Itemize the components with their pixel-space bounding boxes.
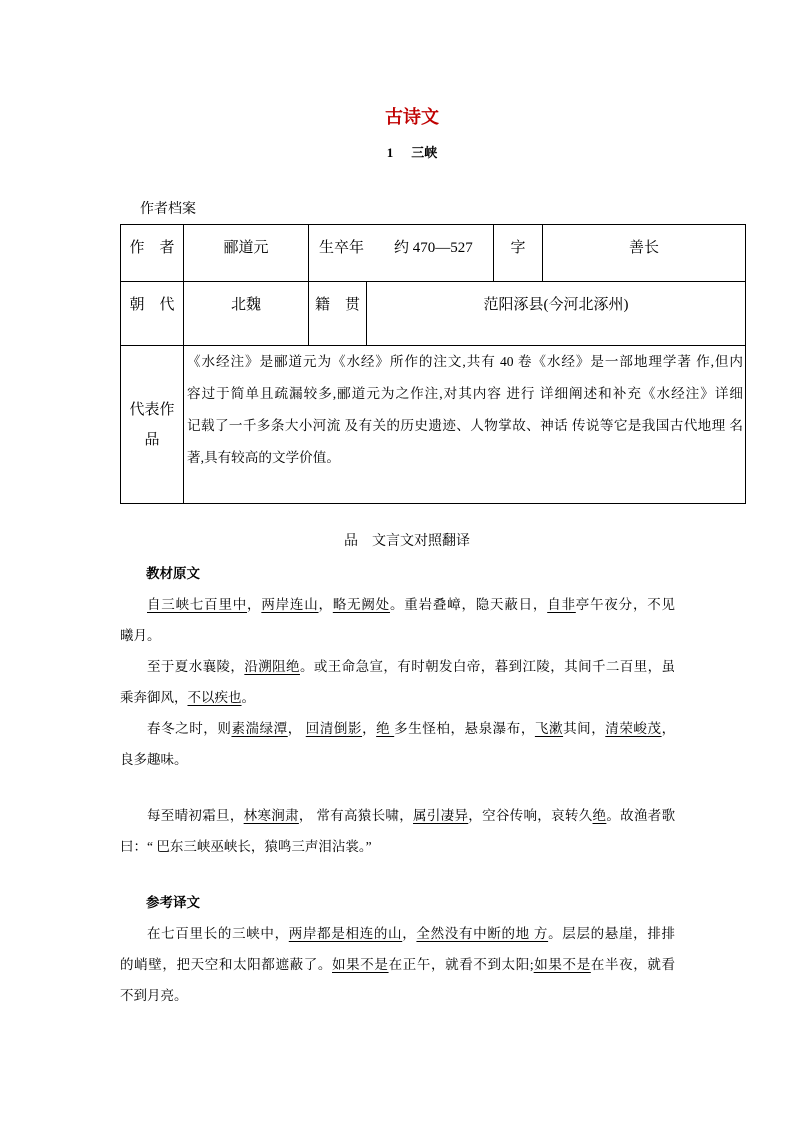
text-segment: 的峭壁，把天空和太阳都遮蔽了。: [120, 957, 333, 972]
text-body: [120, 558, 675, 1011]
original-text: [120, 589, 675, 862]
lesson-heading: [120, 143, 704, 163]
representative-works-label: 代表作品: [121, 346, 184, 504]
text-segment: 。重岩叠嶂，隐天蔽日，: [389, 597, 548, 612]
text-segment: 至于夏水襄陵，: [147, 659, 245, 674]
text-segment: 。层层的悬崖，排排: [548, 926, 676, 941]
underlined-phrase: 略无阙处: [332, 597, 390, 612]
works-description-line: 容过于简单且疏漏较多,郦道元为之作注,对其内容 进行 详细阐述和补充《水经注》详细: [187, 386, 743, 401]
text-segment: 亭午夜分，不见: [575, 597, 676, 612]
native-place-label: 籍 贯: [309, 282, 367, 346]
text-segment: 。故渔者歌: [606, 808, 676, 823]
translation-heading: 参考译文: [146, 895, 200, 910]
table-row: [121, 282, 746, 346]
text-line: [120, 918, 675, 949]
text-line: [120, 744, 675, 775]
works-description-line: 《水经注》是郦道元为《水经》所作的注文,共有 40 卷《水经》是一部地理学著 作,但内: [187, 354, 743, 369]
works-description: [187, 346, 743, 474]
text-segment: ，: [318, 597, 333, 612]
text-segment: 不到月亮。: [120, 988, 188, 1003]
text-line: [120, 949, 675, 980]
underlined-phrase: 两岸连山: [261, 597, 319, 612]
text-segment: 曰：“ 巴东三峡巫峡长，猿鸣三声泪沾裳。”: [120, 839, 372, 854]
underlined-phrase: 如果不是: [332, 957, 389, 972]
translation-text: [120, 918, 675, 1011]
text-segment: 在正午，就看不到太阳;: [388, 957, 534, 972]
text-segment: ，: [247, 597, 262, 612]
text-segment: 。: [241, 690, 255, 705]
section-heading: 品 文言文对照翻译: [344, 534, 470, 549]
underlined-phrase: 全然没有中断的地 方: [416, 926, 549, 941]
courtesy-name: 善长: [543, 225, 746, 282]
underlined-phrase: 绝: [376, 721, 395, 736]
lifespan-label: 生卒年: [319, 240, 365, 256]
underlined-phrase: 沿溯阻绝: [244, 659, 300, 674]
underlined-phrase: 自三峡七百里中: [147, 597, 248, 612]
text-segment: 春冬之时，则: [147, 721, 232, 736]
text-segment: 良多趣味。: [120, 752, 188, 767]
text-segment: 在七百里长的三峡中，: [147, 926, 289, 941]
lesson-name: 三峡: [411, 145, 438, 160]
underlined-phrase: 清荣峻茂: [605, 721, 662, 736]
works-description-line: 著,具有较高的文学价值。: [187, 450, 340, 465]
underlined-phrase: 两岸都是相连的山: [288, 926, 403, 941]
lifespan-cell: [309, 225, 494, 282]
text-segment: ，: [362, 721, 377, 736]
text-line: [120, 980, 675, 1011]
text-segment: ，空谷传响，哀转久: [468, 808, 593, 823]
text-line: [120, 713, 675, 744]
courtesy-name-label: 字: [494, 225, 543, 282]
original-text-heading: 教材原文: [146, 566, 200, 581]
text-segment: 多生怪柏，悬泉瀑布，: [394, 721, 535, 736]
text-segment: 每至晴初霜旦，: [147, 808, 244, 823]
text-line: [120, 800, 675, 831]
table-row: [121, 225, 746, 282]
text-segment: ， 常有高猿长啸，: [298, 808, 414, 823]
author-profile-heading: 作者档案: [140, 202, 196, 217]
dynasty-value: 北魏: [184, 282, 309, 346]
paragraph: [120, 713, 675, 775]
lesson-number: 1: [386, 145, 394, 160]
text-segment: ，: [287, 721, 306, 736]
underlined-phrase: 如果不是: [533, 957, 591, 972]
underlined-phrase: 不以疾也: [187, 690, 242, 705]
text-line: [120, 651, 675, 682]
text-segment: ，: [661, 721, 676, 736]
underlined-phrase: 回清倒影: [305, 721, 363, 736]
text-segment: 其间，: [563, 721, 606, 736]
underlined-phrase: 林寒涧肃: [243, 808, 299, 823]
dynasty-label: 朝 代: [121, 282, 184, 346]
paragraph: [120, 800, 675, 862]
paragraph: [120, 918, 675, 1011]
author-name: 郦道元: [184, 225, 309, 282]
author-profile-table: [120, 224, 746, 504]
underlined-phrase: 飞漱: [534, 721, 564, 736]
text-line: [120, 682, 675, 713]
text-segment: ，: [402, 926, 417, 941]
paragraph: [120, 651, 675, 713]
page-title: 古诗文: [385, 107, 439, 127]
text-segment: 。或王命急宣，有时朝发白帝，暮到江陵，其间千二百里，虽: [299, 659, 676, 674]
underlined-phrase: 素湍绿潭: [231, 721, 288, 736]
text-segment: 乘奔御风，: [120, 690, 188, 705]
text-line: [120, 831, 675, 862]
works-description-line: 记载了一千多条大小河流 及有关的历史遗迹、人物掌故、神话 传说等它是我国古代地理 名: [187, 418, 743, 433]
text-line: [120, 589, 675, 620]
underlined-phrase: 绝: [592, 808, 607, 823]
author-label: 作 者: [121, 225, 184, 282]
table-row: [121, 346, 746, 504]
paragraph: [120, 589, 675, 651]
underlined-phrase: 属引凄异: [413, 808, 469, 823]
representative-works-cell: [184, 346, 746, 504]
lifespan-value: 约 470—527: [394, 240, 473, 256]
text-line: [120, 620, 675, 651]
text-segment: 曦月。: [120, 628, 161, 643]
text-segment: 在半夜，就看: [590, 957, 675, 972]
native-place-value: 范阳涿县(今河北涿州): [367, 282, 746, 346]
underlined-phrase: 自非: [547, 597, 576, 612]
